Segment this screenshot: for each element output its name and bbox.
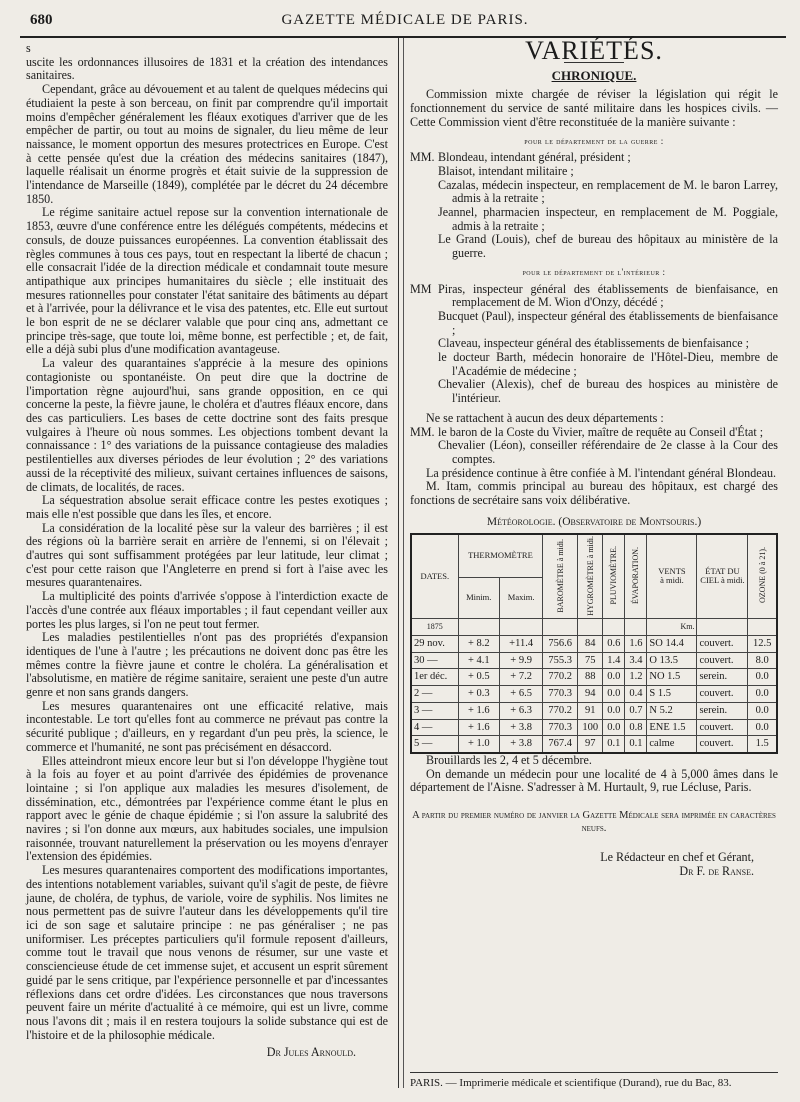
member: Blaisot, intendant militaire ;	[438, 163, 574, 178]
meteo-cell-hygro: 100	[578, 719, 603, 736]
km-cell: Km.	[647, 619, 697, 636]
paragraph: La considération de la localité pèse sur la valeur des barrières ; il est des régions où la barrière serait en arrière de l'ennemi, si on l'élevait ; d'autres qui sont suffisamment protégées par leur latitude, leur climat ; c'est pour cette raison que l'Angleterre en prend si fort à l'aise avec les mesures quarantenaires.	[26, 520, 388, 590]
meteo-cell-ozone: 0.0	[748, 686, 777, 703]
member: Cazalas, médecin inspecteur, en remplacement de M. le baron Larrey, admis à la retraite ;	[438, 177, 778, 206]
meteo-cell-evap: 0.7	[625, 702, 647, 719]
col-thermo: THERMOMÈTRE	[458, 534, 543, 578]
meteo-cell-vent: calme	[647, 736, 697, 753]
meteo-cell-max: + 3.8	[499, 719, 542, 736]
meteo-cell-hygro: 88	[578, 669, 603, 686]
col-barometre: BAROMÈTRE à midi.	[555, 538, 565, 613]
meteo-cell-date: 2 —	[411, 686, 458, 703]
meteo-cell-max: + 6.3	[499, 702, 542, 719]
meteo-title: Météorologie. (Observatoire de Montsouris.)	[486, 515, 702, 528]
meteo-cell-date: 3 —	[411, 702, 458, 719]
member-list-interieur	[410, 283, 778, 406]
member-list-guerre	[410, 151, 778, 261]
col-pluvio: PLUVIOMÈTRE.	[609, 546, 619, 605]
meteo-cell-baro: 770.3	[543, 686, 578, 703]
col-vents-sub: à midi.	[660, 575, 684, 586]
meteo-cell-hygro: 94	[578, 686, 603, 703]
section-title: VARIÉTÉS.	[525, 36, 663, 65]
meteo-cell-max: +11.4	[499, 635, 542, 652]
meteo-row	[411, 736, 777, 753]
paragraph: Les maladies pestilentielles n'ont pas des propriétés d'expansion identiques de l'une à l'autre ; les précautions ne doivent donc pas être les mêmes contre la fièvre jaune et contre le choléra. La généralisation et l'absolutisme, en matière de régime sanitaire, seraient une peste d'un autre genre et non sans grands dangers.	[26, 630, 388, 700]
meteo-cell-max: + 6.5	[499, 686, 542, 703]
meteo-cell-evap: 1.6	[625, 635, 647, 652]
meteo-cell-ozone: 1.5	[748, 736, 777, 753]
column-divider-inner	[403, 38, 404, 1088]
subsection-title: CHRONIQUE.	[551, 67, 637, 83]
mm-label: MM	[410, 281, 432, 296]
meteo-cell-ciel: serein.	[697, 702, 748, 719]
author-signature: Dr Jules Arnould.	[266, 1045, 356, 1060]
meteo-cell-baro: 770.3	[543, 719, 578, 736]
meteo-cell-ozone: 0.0	[748, 719, 777, 736]
meteo-cell-min: + 4.1	[458, 652, 499, 669]
meteo-cell-max: + 9.9	[499, 652, 542, 669]
meteo-cell-vent: NO 1.5	[647, 669, 697, 686]
column-divider	[398, 38, 399, 1088]
itam-text: M. Itam, commis principal au bureau des hôpitaux, est chargé des fonctions de secrétaire sans voix délibérative.	[410, 479, 778, 508]
journal-title: GAZETTE MÉDICALE DE PARIS.	[281, 12, 529, 28]
meteo-cell-min: + 1.0	[458, 736, 499, 753]
year-cell: 1875	[411, 619, 458, 636]
member: Le Grand (Louis), chef de bureau des hôpitaux au ministère de la guerre.	[438, 232, 778, 261]
meteo-cell-hygro: 75	[578, 652, 603, 669]
meteo-row	[411, 652, 777, 669]
paragraph: Les mesures quarantenaires comportent des modifications importantes, des intentions notablement variables, suivant qu'il s'agit de peste, de fièvre jaune, de choléra, de typhus, de variole, voire de syphilis. Nos limites ne nous permettent pas de suivre l'auteur dans les développements qu'il tire ici de son sage et salutaire principe : ne pas généraliser ; ne pas uniformiser. Les préceptes particuliers qu'il formule reposent d'ailleurs, comme tout le travail que nous venons de résumer, sur une vaste et consciencieuse étude de cet immense sujet, et accusent un esprit sûrement guidé par le sens critique, par l'expérience personnelle et par d'incessantes réflexions dans cet ordre d'idées. Les circonstances que nous traversons peuvent faire un mérite d'actualité à ce mémoire, qui est un livre, comme nous l'avons dit ; mais il en restera toujours la solide substance qui est de l'histoire et de la philosophie médicale.	[26, 863, 388, 1042]
none-dept-text: Ne se rattachent à aucun des deux départements :	[426, 410, 664, 425]
right-column	[410, 36, 778, 878]
meteo-row	[411, 669, 777, 686]
meteo-cell-ciel: couvert.	[697, 686, 748, 703]
redacteur-label: Le Rédacteur en chef et Gérant,	[600, 850, 754, 865]
member: le docteur Barth, médecin honoraire de l'Hôtel-Dieu, membre de l'Académie de médecine ;	[438, 350, 778, 378]
paragraph: Le régime sanitaire actuel repose sur la convention internationale de 1853, œuvre d'une conférence entre les délégués compétents, médecins et consuls, de douze puissances européennes. La convention établissait des règles communes à tous ces pays, tout en respectant la liberté de chacun ; elle consacrait l'idée de la direction médicale et condamnait toute mesure antipathique aux principes humanitaires du siècle ; elle instituait des mesures rationnelles pour constater l'état sanitaire des bâtiments au départ et à l'arrivée, pour la délivrance et le visa des patentes, etc. Elle eut surtout le bon esprit de ne se déclarer valable que pour cinq ans, admettant ce principe très-sage, que toute loi, même bonne, est perfectible ; et, de fait, elle a déjà subi plus d'une modification avantageuse.	[26, 205, 388, 357]
redacteur-block	[410, 851, 778, 878]
meteo-cell-evap: 0.4	[625, 686, 647, 703]
mm-label: MM.	[410, 424, 435, 439]
member: Claveau, inspecteur général des établissements de bienfaisance ;	[438, 336, 749, 351]
meteo-cell-ciel: couvert.	[697, 635, 748, 652]
meteo-cell-date: 4 —	[411, 719, 458, 736]
meteo-cell-ciel: couvert.	[697, 652, 748, 669]
dept-heading-interieur: pour le département de l'intérieur :	[522, 266, 666, 277]
meteo-cell-baro: 756.6	[543, 635, 578, 652]
member: Chevalier (Léon), conseiller référendaire de 2e classe à la Cour des comptes.	[438, 438, 778, 466]
meteo-cell-date: 5 —	[411, 736, 458, 753]
meteo-row	[411, 635, 777, 652]
paragraph: s uscite les ordonnances illusoires de 1831 et la création des intendances sanitaires.	[26, 41, 388, 83]
meteo-cell-pluvio: 1.4	[603, 652, 625, 669]
meteo-cell-ozone: 12.5	[748, 635, 777, 652]
member: Blondeau, intendant général, président ;	[438, 150, 631, 165]
meteo-cell-pluvio: 0.0	[603, 686, 625, 703]
col-dates: DATES.	[411, 534, 458, 619]
member: Piras, inspecteur général des établissements de bienfaisance, en remplacement de M. Wion d'Onzy, décédé ;	[438, 281, 778, 310]
meteo-cell-vent: S 1.5	[647, 686, 697, 703]
paragraph: La séquestration absolue serait efficace contre les pestes exotiques ; mais elle n'est possible que dans les îles, et encore.	[26, 493, 388, 521]
left-column	[26, 42, 388, 1060]
imprint-line: PARIS. — Imprimerie médicale et scientifique (Durand), rue du Bac, 83.	[410, 1072, 778, 1089]
meteo-cell-pluvio: 0.6	[603, 635, 625, 652]
member: Bucquet (Paul), inspecteur général des établissements de bienfaisance ;	[438, 308, 778, 337]
meteo-cell-baro: 767.4	[543, 736, 578, 753]
meteo-cell-ozone: 0.0	[748, 669, 777, 686]
meteo-cell-min: + 0.5	[458, 669, 499, 686]
meteo-cell-evap: 0.8	[625, 719, 647, 736]
meteo-cell-date: 30 —	[411, 652, 458, 669]
meteo-cell-ozone: 8.0	[748, 652, 777, 669]
member: Chevalier (Alexis), chef de bureau des hospices au ministère de l'intérieur.	[438, 377, 778, 406]
meteo-cell-evap: 1.2	[625, 669, 647, 686]
meteo-cell-min: + 1.6	[458, 719, 499, 736]
meteo-row	[411, 702, 777, 719]
col-minim: Minim.	[458, 577, 499, 619]
meteo-cell-max: + 7.2	[499, 669, 542, 686]
meteo-cell-pluvio: 0.0	[603, 702, 625, 719]
col-ozone: OZONE (0 à 21).	[757, 547, 767, 604]
meteo-table	[410, 533, 778, 754]
meteo-cell-hygro: 97	[578, 736, 603, 753]
meteo-cell-min: + 0.3	[458, 686, 499, 703]
meteo-cell-vent: N 5.2	[647, 702, 697, 719]
meteo-cell-pluvio: 0.0	[603, 719, 625, 736]
meteo-cell-date: 29 nov.	[411, 635, 458, 652]
paragraph: Elles atteindront mieux encore leur but si l'on développe l'hygiène tout à la fois au foyer et au point d'arrivée des épidémies de provenance lointaine ; si l'on applique aux maladies les mesures d'isolement, de dissémination, etc., démontrées par l'expérience comme étant le plus en rapport avec le génie de chaque épidémie ; si l'on assure la salubrité des navires ; si l'on donne aux mœurs, aux habitudes sociales, une impulsion raisonnée, trouvant naturellement la préservation ou les moyens d'enrayer l'extension des épidémies.	[26, 753, 388, 864]
member: Jeannel, pharmacien inspecteur, en remplacement de M. Poggiale, admis à la retraite ;	[438, 205, 778, 233]
mm-label: MM.	[410, 150, 435, 165]
col-etat: ÉTAT DU CIEL à midi.	[697, 534, 748, 619]
meteo-cell-ciel: couvert.	[697, 719, 748, 736]
brouillards-text: Brouillards les 2, 4 et 5 décembre.	[426, 752, 592, 767]
meteo-cell-baro: 755.3	[543, 652, 578, 669]
meteo-cell-baro: 770.2	[543, 669, 578, 686]
dept-heading-guerre: pour le département de la guerre :	[524, 135, 664, 146]
annonce-text: A partir du premier numéro de janvier la Gazette Médicale sera imprimée en caractères neufs.	[412, 810, 776, 835]
meteo-cell-vent: O 13.5	[647, 652, 697, 669]
meteo-cell-vent: SO 14.4	[647, 635, 697, 652]
col-vents: VENTS	[658, 566, 686, 577]
meteo-cell-pluvio: 0.0	[603, 669, 625, 686]
meteo-cell-date: 1er déc.	[411, 669, 458, 686]
meteo-cell-baro: 770.2	[543, 702, 578, 719]
meteo-cell-max: + 3.8	[499, 736, 542, 753]
col-hygrometre: HYGROMÈTRE à midi.	[585, 535, 595, 616]
meteo-cell-vent: ENE 1.5	[647, 719, 697, 736]
commission-intro: Commission mixte chargée de réviser la législation qui régit le fonctionnement du service de santé militaire dans les hospices civils. — Cette Commission vient d'être reconstituée de la manière suivante :	[410, 87, 778, 129]
member: le baron de la Coste du Vivier, maître de requête au Conseil d'État ;	[438, 424, 764, 439]
meteo-cell-min: + 1.6	[458, 702, 499, 719]
paragraph: Cependant, grâce au dévouement et au talent de quelques médecins qui étudiaient la peste à son berceau, on finit par comprendre qu'il importait moins d'empêcher généralement les fléaux exotiques d'arriver que de les empêcher de partir, ou tout au moins de signaler, du lieu même de leur naissance, le moment opportun des mesures protectrices en Europe. C'est à cette pensée qu'est due la création des médecins sanitaires (1847), laquelle réalisait un énorme progrès et était suivie de la suppression de l'intendance de Marseille (1849), complétée par le décret du 24 décembre 1850.	[26, 82, 388, 206]
meteo-cell-ozone: 0.0	[748, 702, 777, 719]
meteo-cell-evap: 0.1	[625, 736, 647, 753]
paragraph: La valeur des quarantaines s'apprécie à la mesure des opinions contagioniste ou spontanéiste. On peut dire que la doctrine de l'importation règne aujourd'hui, sans grande opposition, en ce qui concerne la peste, la fièvre jaune, le choléra et d'autres fléaux encore, dans des cas particuliers. Les bases de cette doctrine sont des faits presque vulgaires à l'heure où nous sommes. Les objections tombent devant la connaissance : 1° des variations de la puissance contagieuse des maladies pestilentielles aux diverses périodes de leur évolution ; 2° des variations aussi de la réceptivité des milieux, suivant certaines influences de saisons, de climats, de localités, de races.	[26, 356, 388, 494]
meteo-cell-min: + 8.2	[458, 635, 499, 652]
member-list-none	[410, 426, 778, 467]
col-evapo: ÉVAPORATION.	[631, 546, 641, 604]
page-number: 680	[30, 12, 53, 28]
page-header	[28, 12, 782, 32]
paragraph: La multiplicité des points d'arrivée s'oppose à l'interdiction exacte de l'accès d'une contrée aux fléaux importables ; il faut cependant veiller aux portes les plus larges, si l'on ne peut tout fermer.	[26, 589, 388, 631]
col-maxim: Maxim.	[499, 577, 542, 619]
demande-text: On demande un médecin pour une localité de 4 à 5,000 âmes dans le département de l'Aisne. S'adresser à M. Hurtault, 9, rue Lécluse, Paris.	[410, 766, 778, 795]
meteo-row	[411, 719, 777, 736]
meteo-cell-evap: 3.4	[625, 652, 647, 669]
redacteur-name: Dr F. de Ranse.	[679, 863, 754, 878]
meteo-cell-pluvio: 0.1	[603, 736, 625, 753]
meteo-cell-ciel: couvert.	[697, 736, 748, 753]
paragraph: Les mesures quarantenaires ont une efficacité relative, mais incontestable. Le tort qu'elles font au commerce ne prévaut pas contre la sécurité publique ; d'ailleurs, en y regardant d'un peu près, la science, le commerce et l'humanité, ne sont pas précisément en désaccord.	[26, 698, 388, 754]
meteo-cell-hygro: 91	[578, 702, 603, 719]
presidence-text: La présidence continue à être confiée à M. l'intendant général Blondeau.	[426, 465, 777, 480]
meteo-cell-ciel: serein.	[697, 669, 748, 686]
meteo-row	[411, 686, 777, 703]
meteo-cell-hygro: 84	[578, 635, 603, 652]
